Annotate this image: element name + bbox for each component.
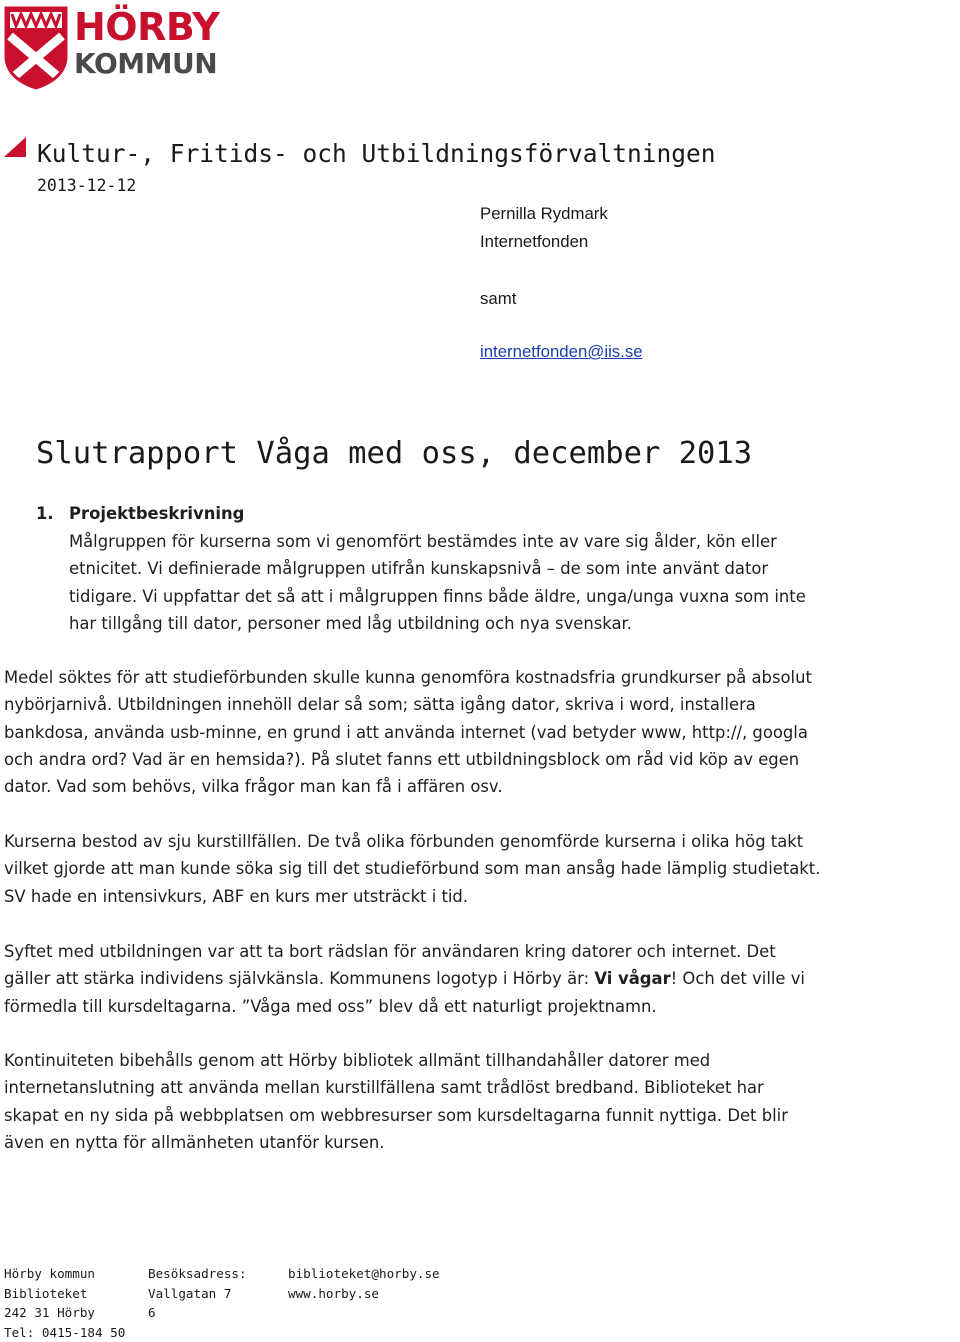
paragraph-funding xyxy=(4,664,954,800)
footer-line: Hörby kommun xyxy=(4,1264,125,1284)
logo-wordmark-line1: HÖRBY xyxy=(74,8,219,46)
paragraph-line: bankdosa, använda usb-minne, en grund i att använda internet (vad betyder www, http://, googla xyxy=(4,719,954,746)
text-span: ! Och det ville vi xyxy=(671,969,805,988)
paragraph-line: SV hade en intensivkurs, ABF en kurs mer utsträckt i tid. xyxy=(4,883,954,910)
paragraph-line: nybörjarnivå. Utbildningen innehöll delar så som; sätta igång dator, skriva i word, installera xyxy=(4,691,954,718)
footer-line: Tel: 0415-184 50 xyxy=(4,1323,125,1342)
paragraph-course-structure xyxy=(4,828,954,910)
section-line: har tillgång till dator, personer med låg utbildning och nya svenskar. xyxy=(69,610,949,637)
recipient-name: Pernilla Rydmark xyxy=(480,204,608,224)
footer-line: 242 31 Hörby xyxy=(4,1303,125,1323)
paragraph-line: och andra ord? Vad är en hemsida?). På slutet fanns ett utbildningsblock om råd vid köp av egen xyxy=(4,746,954,773)
section-line: Målgruppen för kurserna som vi genomfört bestämdes inte av vare sig ålder, kön eller xyxy=(69,528,949,555)
footer-line: 6 xyxy=(148,1303,247,1323)
paragraph-continuity xyxy=(4,1047,954,1156)
section-number: 1. xyxy=(36,500,54,527)
recipient-org: Internetfonden xyxy=(480,232,588,252)
motto-bold: Vi vågar xyxy=(594,969,670,988)
paragraph-line: även en nytta för allmänheten utanför kursen. xyxy=(4,1129,954,1156)
paragraph-line: Medel söktes för att studieförbunden skulle kunna genomföra kostnadsfria grundkurser på absolut xyxy=(4,664,954,691)
paragraph-line: Syftet med utbildningen var att ta bort rädslan för användaren kring datorer och internet. Det xyxy=(4,938,954,965)
footer-line: Besöksadress: xyxy=(148,1264,247,1284)
paragraph-line: förmedla till kursdeltagarna. ”Våga med oss” blev då ett naturligt projektnamn. xyxy=(4,993,954,1020)
section-heading: Projektbeskrivning xyxy=(69,500,244,527)
paragraph-line: Kurserna bestod av sju kurstillfällen. De två olika förbunden genomförde kurserna i olika hög takt xyxy=(4,828,954,855)
paragraph-line: internetanslutning att använda mellan kurstillfällena samt trådlöst bredband. Biblioteket har xyxy=(4,1074,954,1101)
corner-triangle-icon xyxy=(4,137,26,157)
recipient-conjunction: samt xyxy=(480,289,516,309)
coat-of-arms-icon xyxy=(4,6,68,90)
paragraph-line xyxy=(4,965,954,992)
footer-website-link[interactable]: www.horby.se xyxy=(288,1284,440,1304)
footer-address-col xyxy=(4,1264,125,1342)
footer-line: Vallgatan 7 xyxy=(148,1284,247,1304)
paragraph-line: vilket gjorde att man kunde söka sig till det studieförbund som man ansåg hade lämplig studietakt. xyxy=(4,855,954,882)
footer-contact-col xyxy=(288,1264,440,1303)
logo xyxy=(4,6,194,90)
footer-email-link[interactable]: biblioteket@horby.se xyxy=(288,1264,440,1284)
department-name: Kultur-, Fritids- och Utbildningsförvaltningen xyxy=(37,139,716,168)
section-line: tidigare. Vi uppfattar det så att i målgruppen finns både äldre, unga/unga vuxna som inte xyxy=(69,583,949,610)
footer-line: Biblioteket xyxy=(4,1284,125,1304)
report-title: Slutrapport Våga med oss, december 2013 xyxy=(36,436,752,471)
paragraph-purpose xyxy=(4,938,954,1020)
paragraph-line: skapat en ny sida på webbplatsen om webbresurser som kursdeltagarna funnit nyttiga. Det blir xyxy=(4,1102,954,1129)
paragraph-line: Kontinuiteten bibehålls genom att Hörby bibliotek allmänt tillhandahåller datorer med xyxy=(4,1047,954,1074)
logo-wordmark-line2: KOMMUN xyxy=(74,50,217,78)
footer-visit-col xyxy=(148,1264,247,1323)
section-line: etnicitet. Vi definierade målgruppen utifrån kunskapsnivå – de som inte använt dator xyxy=(69,555,949,582)
section-body xyxy=(69,528,949,637)
document-date: 2013-12-12 xyxy=(37,176,136,195)
recipient-email-link[interactable]: internetfonden@iis.se xyxy=(480,342,643,362)
text-span: gäller att stärka individens självkänsla. Kommunens logotyp i Hörby är: xyxy=(4,969,594,988)
paragraph-line: dator. Vad som behövs, vilka frågor man kan få i affären osv. xyxy=(4,773,954,800)
